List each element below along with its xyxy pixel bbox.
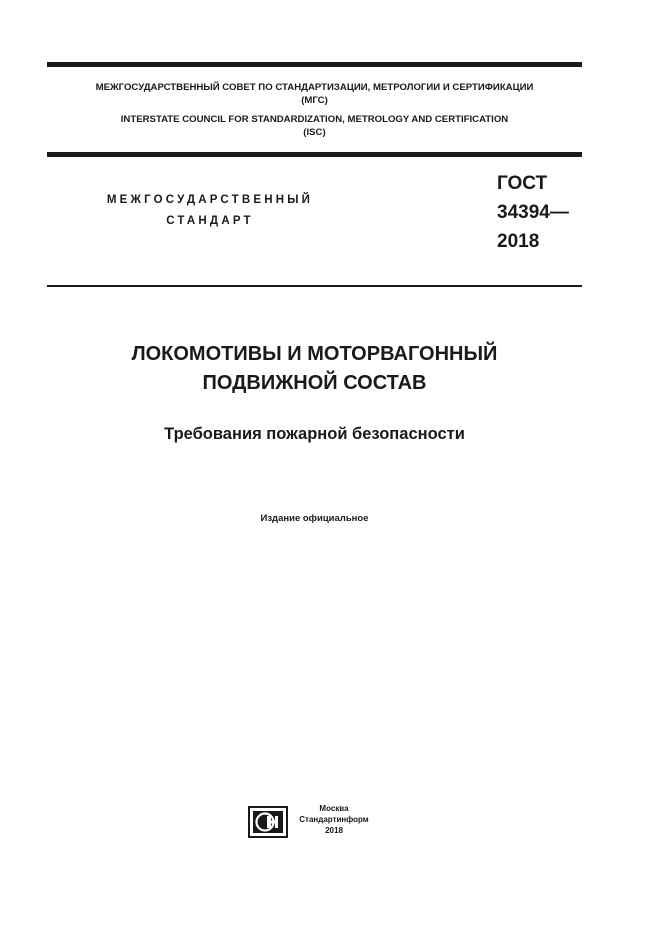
standard-type — [60, 190, 360, 232]
council-name-ru — [47, 81, 582, 107]
council-ru-text: МЕЖГОСУДАРСТВЕННЫЙ СОВЕТ ПО СТАНДАРТИЗАЦИИ, МЕТРОЛОГИИ И СЕРТИФИКАЦИИ — [95, 82, 534, 93]
gost-label: ГОСТ — [497, 173, 548, 194]
publisher-name: Стандартинформ — [299, 815, 369, 824]
gost-designation — [497, 169, 569, 256]
council-ru-abbr: (МГС) — [301, 95, 328, 106]
publisher-year: 2018 — [325, 826, 343, 835]
council-en-abbr: (ISC) — [303, 127, 326, 138]
council-name-en — [47, 113, 582, 139]
council-en-text: INTERSTATE COUNCIL FOR STANDARDIZATION, METROLOGY AND CERTIFICATION — [120, 114, 509, 125]
publisher-info — [292, 803, 376, 836]
document-subtitle: Требования пожарной безопасности — [164, 425, 465, 443]
edition-note: Издание официальное — [260, 513, 369, 524]
title-line1: ЛОКОМОТИВЫ И МОТОРВАГОННЫЙ — [131, 343, 498, 365]
lower-rule — [47, 285, 582, 287]
standartinform-logo-icon — [248, 806, 288, 838]
standard-type-line1: МЕЖГОСУДАРСТВЕННЫЙ — [106, 194, 314, 206]
top-rule — [47, 62, 582, 67]
document-title — [47, 340, 582, 398]
gost-number: 34394— — [497, 202, 569, 223]
publisher-city: Москва — [319, 804, 349, 813]
gost-year: 2018 — [497, 231, 540, 252]
standard-type-line2: СТАНДАРТ — [166, 215, 254, 227]
middle-rule — [47, 152, 582, 157]
title-line2: ПОДВИЖНОЙ СОСТАВ — [202, 372, 427, 394]
